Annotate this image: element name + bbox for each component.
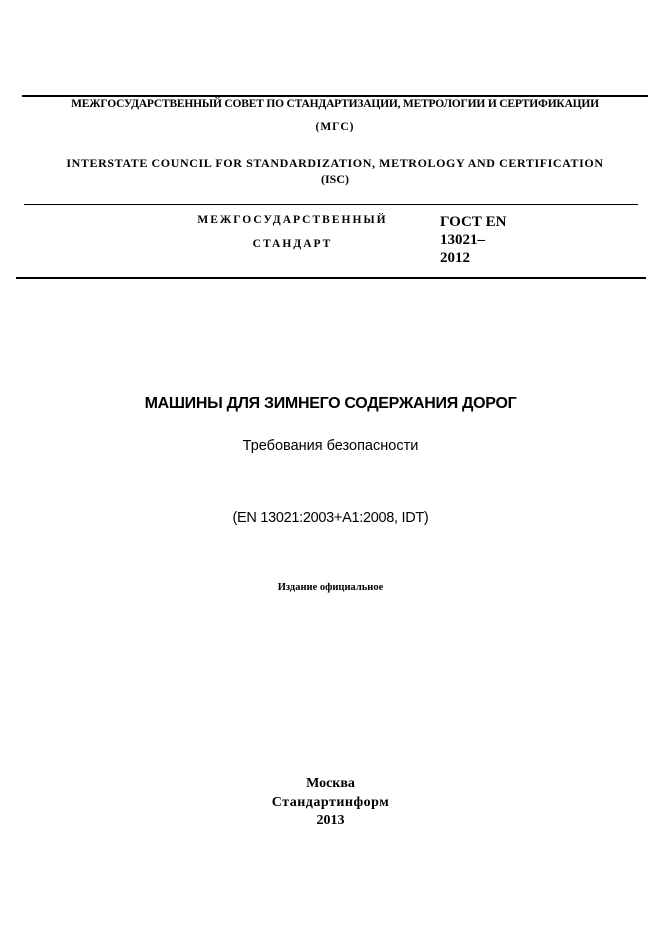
- bottom-thick-rule: [16, 277, 646, 279]
- publisher-name: Стандартинформ: [271, 795, 390, 810]
- edition-label: Издание официальное: [277, 582, 384, 593]
- standard-type-line1: МЕЖГОСУДАРСТВЕННЫЙ: [197, 214, 388, 226]
- top-thick-rule: [22, 95, 648, 97]
- standard-type-line2: СТАНДАРТ: [252, 238, 333, 250]
- standard-code-line1: ГОСТ EN: [440, 214, 507, 230]
- document-title: МАШИНЫ ДЛЯ ЗИМНЕГО СОДЕРЖАНИЯ ДОРОГ: [144, 395, 517, 412]
- council-name-en: INTERSTATE COUNCIL FOR STANDARDIZATION, METROLOGY AND CERTIFICATION: [66, 156, 604, 170]
- standard-code-line3: 2012: [440, 250, 470, 266]
- document-subtitle: Требования безопасности: [242, 438, 419, 454]
- middle-thin-rule: [24, 204, 638, 205]
- council-name-ru: МЕЖГОСУДАРСТВЕННЫЙ СОВЕТ ПО СТАНДАРТИЗАЦИИ, МЕТРОЛОГИИ И СЕРТИФИКАЦИИ: [71, 98, 599, 110]
- document-reference: (EN 13021:2003+A1:2008, IDT): [232, 510, 429, 526]
- council-abbr-en: (ISC): [320, 172, 349, 186]
- standard-code: [440, 213, 530, 267]
- council-abbr-ru: (МГС): [315, 121, 355, 133]
- publication-year: 2013: [316, 813, 345, 828]
- publication-city: Москва: [306, 776, 355, 791]
- standard-code-line2: 13021–: [440, 232, 485, 248]
